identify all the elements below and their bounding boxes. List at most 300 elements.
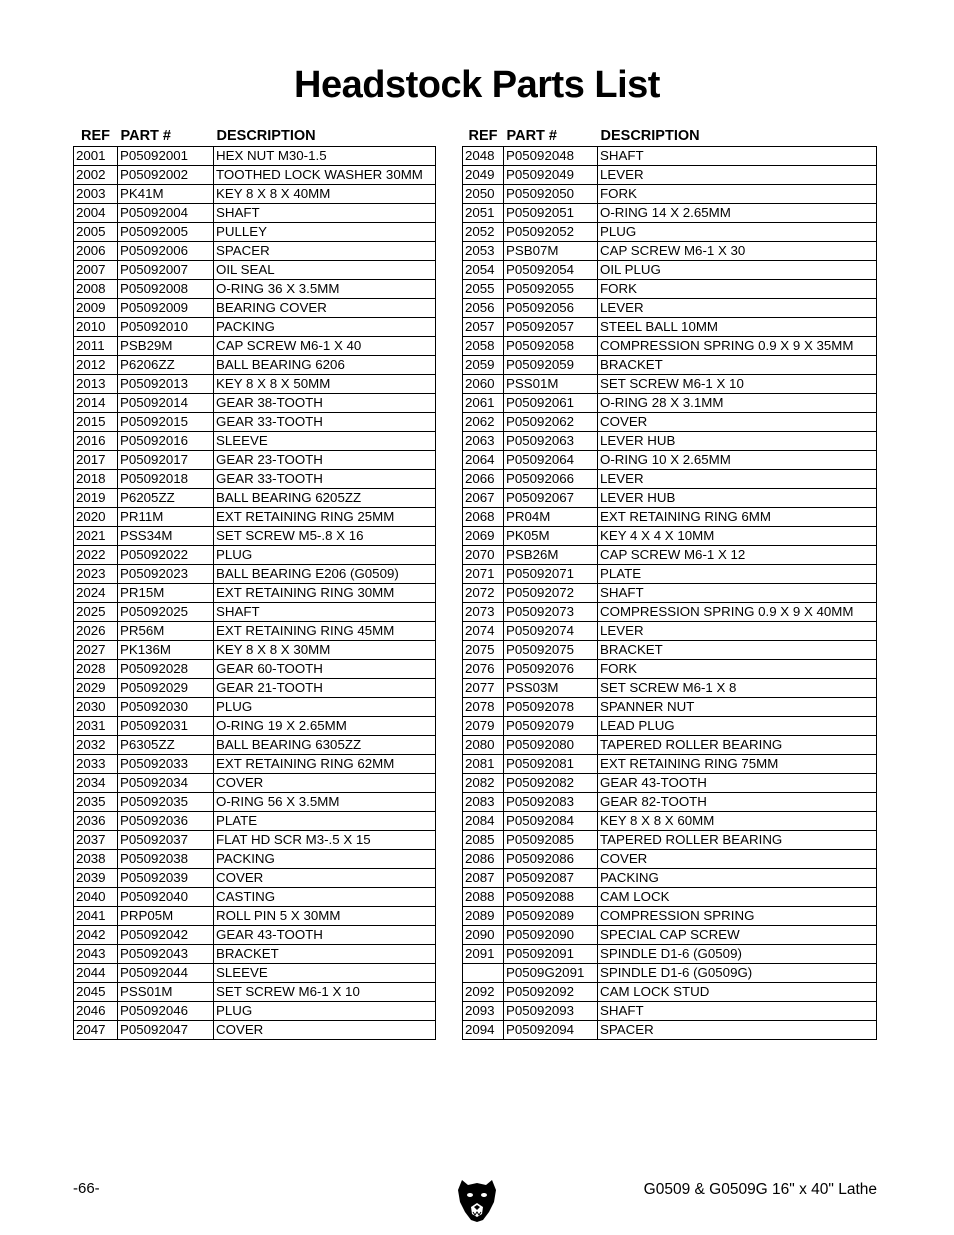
cell-ref: 2067: [463, 489, 504, 508]
table-row: [74, 793, 436, 812]
table-row: [463, 489, 877, 508]
table-row: [463, 527, 877, 546]
cell-description: O-RING 28 X 3.1MM: [598, 394, 877, 413]
cell-part-number: P05092043: [118, 945, 214, 964]
cell-description: EXT RETAINING RING 6MM: [598, 508, 877, 527]
cell-description: KEY 4 X 4 X 10MM: [598, 527, 877, 546]
cell-ref: 2055: [463, 280, 504, 299]
cell-ref: 2088: [463, 888, 504, 907]
cell-description: CAP SCREW M6-1 X 30: [598, 242, 877, 261]
cell-ref: 2019: [74, 489, 118, 508]
table-row: [74, 584, 436, 603]
cell-ref: 2008: [74, 280, 118, 299]
cell-description: LEVER: [598, 166, 877, 185]
cell-part-number: P05092078: [504, 698, 598, 717]
parts-table-left: [73, 125, 436, 1040]
table-row: [74, 299, 436, 318]
cell-part-number: P05092085: [504, 831, 598, 850]
cell-ref: 2016: [74, 432, 118, 451]
cell-description: GEAR 60-TOOTH: [214, 660, 436, 679]
table-row: [463, 299, 877, 318]
cell-description: PLUG: [214, 546, 436, 565]
table-row: [463, 983, 877, 1002]
cell-part-number: P05092059: [504, 356, 598, 375]
cell-ref: 2015: [74, 413, 118, 432]
cell-description: LEVER: [598, 470, 877, 489]
cell-ref: 2089: [463, 907, 504, 926]
table-row: [463, 185, 877, 204]
cell-part-number: PSB26M: [504, 546, 598, 565]
cell-part-number: P05092022: [118, 546, 214, 565]
cell-description: COMPRESSION SPRING: [598, 907, 877, 926]
cell-ref: 2027: [74, 641, 118, 660]
cell-ref: 2078: [463, 698, 504, 717]
table-row: [74, 641, 436, 660]
header-description: DESCRIPTION: [600, 127, 700, 144]
cell-description: BALL BEARING E206 (G0509): [214, 565, 436, 584]
cell-ref: 2063: [463, 432, 504, 451]
cell-ref: 2032: [74, 736, 118, 755]
table-row: [463, 223, 877, 242]
cell-part-number: P05092091: [504, 945, 598, 964]
table-row: [74, 907, 436, 926]
cell-part-number: P05092084: [504, 812, 598, 831]
cell-part-number: P05092046: [118, 1002, 214, 1021]
cell-part-number: P05092057: [504, 318, 598, 337]
parts-table-right: [462, 125, 877, 1040]
table-row: [74, 527, 436, 546]
cell-ref: 2072: [463, 584, 504, 603]
cell-description: SLEEVE: [214, 964, 436, 983]
cell-ref: 2006: [74, 242, 118, 261]
cell-description: SHAFT: [214, 603, 436, 622]
cell-part-number: P05092035: [118, 793, 214, 812]
table-row: [74, 204, 436, 223]
cell-description: BRACKET: [598, 641, 877, 660]
cell-description: CAP SCREW M6-1 X 12: [598, 546, 877, 565]
cell-ref: 2031: [74, 717, 118, 736]
cell-ref: 2036: [74, 812, 118, 831]
cell-ref: 2029: [74, 679, 118, 698]
table-row: [463, 698, 877, 717]
cell-part-number: PSS01M: [504, 375, 598, 394]
cell-part-number: PR11M: [118, 508, 214, 527]
table-row: [463, 793, 877, 812]
cell-description: SPACER: [214, 242, 436, 261]
cell-part-number: P05092076: [504, 660, 598, 679]
cell-description: PACKING: [214, 318, 436, 337]
cell-ref: 2034: [74, 774, 118, 793]
cell-description: COMPRESSION SPRING 0.9 X 9 X 35MM: [598, 337, 877, 356]
cell-description: KEY 8 X 8 X 30MM: [214, 641, 436, 660]
cell-description: CASTING: [214, 888, 436, 907]
cell-description: COMPRESSION SPRING 0.9 X 9 X 40MM: [598, 603, 877, 622]
cell-ref: 2052: [463, 223, 504, 242]
cell-ref: 2012: [74, 356, 118, 375]
table-row: [463, 812, 877, 831]
cell-part-number: P05092061: [504, 394, 598, 413]
header-ref: REF: [81, 127, 110, 144]
cell-description: SPANNER NUT: [598, 698, 877, 717]
table-row: [463, 869, 877, 888]
cell-description: COVER: [598, 413, 877, 432]
page-number: -66-: [73, 1180, 100, 1197]
cell-description: O-RING 56 X 3.5MM: [214, 793, 436, 812]
table-row: [463, 1021, 877, 1040]
cell-ref: 2013: [74, 375, 118, 394]
table-row: [74, 489, 436, 508]
table-row: [74, 356, 436, 375]
table-row: [74, 660, 436, 679]
cell-ref: 2060: [463, 375, 504, 394]
cell-ref: 2021: [74, 527, 118, 546]
cell-part-number: P05092067: [504, 489, 598, 508]
cell-part-number: P05092029: [118, 679, 214, 698]
table-row: [463, 755, 877, 774]
table-row: [74, 394, 436, 413]
cell-description: EXT RETAINING RING 30MM: [214, 584, 436, 603]
cell-part-number: P05092037: [118, 831, 214, 850]
cell-ref: 2061: [463, 394, 504, 413]
cell-ref: 2051: [463, 204, 504, 223]
cell-description: GEAR 33-TOOTH: [214, 470, 436, 489]
table-row: [74, 945, 436, 964]
cell-description: KEY 8 X 8 X 60MM: [598, 812, 877, 831]
cell-ref: 2010: [74, 318, 118, 337]
cell-part-number: P05092031: [118, 717, 214, 736]
cell-ref: 2020: [74, 508, 118, 527]
cell-description: EXT RETAINING RING 62MM: [214, 755, 436, 774]
table-row: [74, 546, 436, 565]
cell-part-number: PSB07M: [504, 242, 598, 261]
cell-part-number: P05092062: [504, 413, 598, 432]
cell-ref: 2001: [74, 147, 118, 166]
table-row: [74, 1021, 436, 1040]
cell-part-number: P05092017: [118, 451, 214, 470]
cell-description: ROLL PIN 5 X 30MM: [214, 907, 436, 926]
cell-part-number: P05092051: [504, 204, 598, 223]
table-row: [463, 622, 877, 641]
table-row: [74, 774, 436, 793]
table-row: [463, 242, 877, 261]
cell-ref: 2090: [463, 926, 504, 945]
cell-ref: 2083: [463, 793, 504, 812]
cell-part-number: P05092075: [504, 641, 598, 660]
table-row: [74, 451, 436, 470]
cell-part-number: P05092036: [118, 812, 214, 831]
cell-part-number: P05092055: [504, 280, 598, 299]
cell-description: BEARING COVER: [214, 299, 436, 318]
cell-ref: 2071: [463, 565, 504, 584]
cell-part-number: PSB29M: [118, 337, 214, 356]
cell-part-number: P05092072: [504, 584, 598, 603]
page-title: Headstock Parts List: [294, 64, 660, 106]
cell-description: FORK: [598, 280, 877, 299]
cell-ref: 2054: [463, 261, 504, 280]
table-row: [74, 185, 436, 204]
cell-part-number: P05092044: [118, 964, 214, 983]
table-row: [463, 945, 877, 964]
table-row: [463, 413, 877, 432]
cell-part-number: P05092015: [118, 413, 214, 432]
table-row: [463, 147, 877, 166]
cell-description: PACKING: [598, 869, 877, 888]
cell-ref: 2094: [463, 1021, 504, 1040]
cell-part-number: P05092056: [504, 299, 598, 318]
cell-description: BALL BEARING 6205ZZ: [214, 489, 436, 508]
cell-ref: 2073: [463, 603, 504, 622]
cell-description: STEEL BALL 10MM: [598, 318, 877, 337]
cell-description: O-RING 19 X 2.65MM: [214, 717, 436, 736]
table-row: [463, 888, 877, 907]
cell-description: FLAT HD SCR M3-.5 X 15: [214, 831, 436, 850]
cell-description: SHAFT: [598, 1002, 877, 1021]
table-row: [74, 698, 436, 717]
cell-part-number: PSS01M: [118, 983, 214, 1002]
cell-ref: 2062: [463, 413, 504, 432]
cell-ref: 2059: [463, 356, 504, 375]
table-row: [463, 280, 877, 299]
cell-part-number: P05092081: [504, 755, 598, 774]
cell-part-number: PR04M: [504, 508, 598, 527]
cell-part-number: P05092014: [118, 394, 214, 413]
cell-description: PLUG: [598, 223, 877, 242]
cell-description: EXT RETAINING RING 25MM: [214, 508, 436, 527]
cell-description: OIL PLUG: [598, 261, 877, 280]
cell-part-number: PSS03M: [504, 679, 598, 698]
cell-ref: 2093: [463, 1002, 504, 1021]
cell-description: COVER: [214, 774, 436, 793]
table-row: [463, 337, 877, 356]
cell-ref: 2023: [74, 565, 118, 584]
cell-description: PLUG: [214, 698, 436, 717]
cell-description: PLUG: [214, 1002, 436, 1021]
cell-description: CAP SCREW M6-1 X 40: [214, 337, 436, 356]
cell-description: GEAR 38-TOOTH: [214, 394, 436, 413]
cell-ref: 2009: [74, 299, 118, 318]
cell-description: CAM LOCK: [598, 888, 877, 907]
table-row: [74, 242, 436, 261]
table-row: [74, 850, 436, 869]
cell-description: HEX NUT M30-1.5: [214, 147, 436, 166]
cell-ref: 2053: [463, 242, 504, 261]
cell-description: GEAR 21-TOOTH: [214, 679, 436, 698]
cell-description: GEAR 43-TOOTH: [214, 926, 436, 945]
cell-part-number: P05092082: [504, 774, 598, 793]
header-part: PART #: [506, 127, 557, 144]
cell-part-number: P05092048: [504, 147, 598, 166]
table-row: [463, 603, 877, 622]
cell-part-number: P05092001: [118, 147, 214, 166]
table-row: [463, 641, 877, 660]
cell-ref: 2056: [463, 299, 504, 318]
cell-ref: 2041: [74, 907, 118, 926]
cell-ref: 2043: [74, 945, 118, 964]
cell-description: PLATE: [214, 812, 436, 831]
cell-part-number: P05092073: [504, 603, 598, 622]
table-row: [74, 964, 436, 983]
cell-part-number: P05092010: [118, 318, 214, 337]
table-row: [463, 394, 877, 413]
table-row: [463, 470, 877, 489]
table-row: [463, 204, 877, 223]
table-row: [463, 926, 877, 945]
cell-part-number: P05092023: [118, 565, 214, 584]
cell-description: BALL BEARING 6305ZZ: [214, 736, 436, 755]
cell-part-number: P05092063: [504, 432, 598, 451]
cell-part-number: P05092013: [118, 375, 214, 394]
cell-part-number: P05092018: [118, 470, 214, 489]
cell-description: COVER: [214, 1021, 436, 1040]
cell-ref: 2069: [463, 527, 504, 546]
cell-description: LEVER HUB: [598, 489, 877, 508]
table-row: [74, 812, 436, 831]
cell-part-number: P05092033: [118, 755, 214, 774]
cell-part-number: P05092008: [118, 280, 214, 299]
cell-ref: 2077: [463, 679, 504, 698]
cell-part-number: P05092049: [504, 166, 598, 185]
cell-part-number: PRP05M: [118, 907, 214, 926]
cell-ref: 2014: [74, 394, 118, 413]
cell-description: OIL SEAL: [214, 261, 436, 280]
table-row: [74, 869, 436, 888]
cell-ref: 2068: [463, 508, 504, 527]
cell-part-number: P05092034: [118, 774, 214, 793]
cell-part-number: P05092005: [118, 223, 214, 242]
cell-ref: 2039: [74, 869, 118, 888]
cell-part-number: P05092042: [118, 926, 214, 945]
table-row: [463, 546, 877, 565]
cell-ref: 2075: [463, 641, 504, 660]
cell-part-number: P05092039: [118, 869, 214, 888]
table-row: [74, 223, 436, 242]
cell-ref: 2066: [463, 470, 504, 489]
cell-part-number: PK136M: [118, 641, 214, 660]
cell-description: O-RING 10 X 2.65MM: [598, 451, 877, 470]
header-ref: REF: [468, 127, 498, 144]
cell-part-number: P05092030: [118, 698, 214, 717]
cell-part-number: P6305ZZ: [118, 736, 214, 755]
table-row: [74, 318, 436, 337]
cell-description: PULLEY: [214, 223, 436, 242]
cell-ref: 2017: [74, 451, 118, 470]
table-row: [74, 261, 436, 280]
cell-description: GEAR 43-TOOTH: [598, 774, 877, 793]
cell-part-number: P05092090: [504, 926, 598, 945]
table-row: [463, 850, 877, 869]
cell-description: KEY 8 X 8 X 40MM: [214, 185, 436, 204]
cell-part-number: P05092066: [504, 470, 598, 489]
cell-description: LEVER HUB: [598, 432, 877, 451]
table-row: [463, 964, 877, 983]
cell-part-number: P05092079: [504, 717, 598, 736]
cell-part-number: P05092089: [504, 907, 598, 926]
table-row: [74, 432, 436, 451]
cell-ref: 2011: [74, 337, 118, 356]
cell-part-number: PR56M: [118, 622, 214, 641]
cell-description: LEVER: [598, 622, 877, 641]
table-row: [74, 888, 436, 907]
cell-description: SET SCREW M6-1 X 8: [598, 679, 877, 698]
cell-ref: 2033: [74, 755, 118, 774]
cell-ref: 2087: [463, 869, 504, 888]
table-row: [463, 508, 877, 527]
table-row: [463, 584, 877, 603]
cell-part-number: P05092092: [504, 983, 598, 1002]
cell-description: COVER: [598, 850, 877, 869]
table-row: [74, 831, 436, 850]
table-row: [74, 508, 436, 527]
header-description: DESCRIPTION: [216, 127, 316, 144]
cell-ref: [463, 964, 504, 983]
table-row: [74, 603, 436, 622]
table-row: [74, 679, 436, 698]
cell-ref: 2005: [74, 223, 118, 242]
cell-description: SET SCREW M6-1 X 10: [214, 983, 436, 1002]
table-row: [463, 166, 877, 185]
cell-ref: 2047: [74, 1021, 118, 1040]
cell-ref: 2046: [74, 1002, 118, 1021]
cell-description: BALL BEARING 6206: [214, 356, 436, 375]
table-row: [74, 413, 436, 432]
cell-ref: 2040: [74, 888, 118, 907]
cell-description: O-RING 36 X 3.5MM: [214, 280, 436, 299]
cell-description: GEAR 33-TOOTH: [214, 413, 436, 432]
cell-description: TAPERED ROLLER BEARING: [598, 831, 877, 850]
cell-description: SHAFT: [598, 584, 877, 603]
cell-ref: 2084: [463, 812, 504, 831]
cell-part-number: P05092028: [118, 660, 214, 679]
cell-description: SHAFT: [598, 147, 877, 166]
cell-part-number: P05092054: [504, 261, 598, 280]
table-row: [463, 261, 877, 280]
cell-description: FORK: [598, 660, 877, 679]
cell-description: SPINDLE D1-6 (G0509): [598, 945, 877, 964]
cell-ref: 2070: [463, 546, 504, 565]
cell-ref: 2035: [74, 793, 118, 812]
cell-part-number: P05092094: [504, 1021, 598, 1040]
cell-ref: 2081: [463, 755, 504, 774]
cell-part-number: P05092083: [504, 793, 598, 812]
cell-part-number: P6205ZZ: [118, 489, 214, 508]
cell-part-number: P05092047: [118, 1021, 214, 1040]
cell-part-number: P05092009: [118, 299, 214, 318]
table-row: [463, 736, 877, 755]
cell-ref: 2074: [463, 622, 504, 641]
cell-description: COVER: [214, 869, 436, 888]
cell-ref: 2004: [74, 204, 118, 223]
cell-description: TOOTHED LOCK WASHER 30MM: [214, 166, 436, 185]
cell-part-number: P05092016: [118, 432, 214, 451]
header-part: PART #: [120, 127, 171, 144]
cell-description: PACKING: [214, 850, 436, 869]
cell-ref: 2079: [463, 717, 504, 736]
cell-description: O-RING 14 X 2.65MM: [598, 204, 877, 223]
cell-description: GEAR 23-TOOTH: [214, 451, 436, 470]
cell-part-number: P05092080: [504, 736, 598, 755]
cell-part-number: PSS34M: [118, 527, 214, 546]
table-row: [74, 470, 436, 489]
cell-ref: 2080: [463, 736, 504, 755]
table-row: [463, 717, 877, 736]
cell-description: SPACER: [598, 1021, 877, 1040]
table-row: [74, 717, 436, 736]
table-row: [74, 1002, 436, 1021]
cell-description: LEVER: [598, 299, 877, 318]
cell-ref: 2018: [74, 470, 118, 489]
cell-description: SHAFT: [214, 204, 436, 223]
cell-ref: 2064: [463, 451, 504, 470]
